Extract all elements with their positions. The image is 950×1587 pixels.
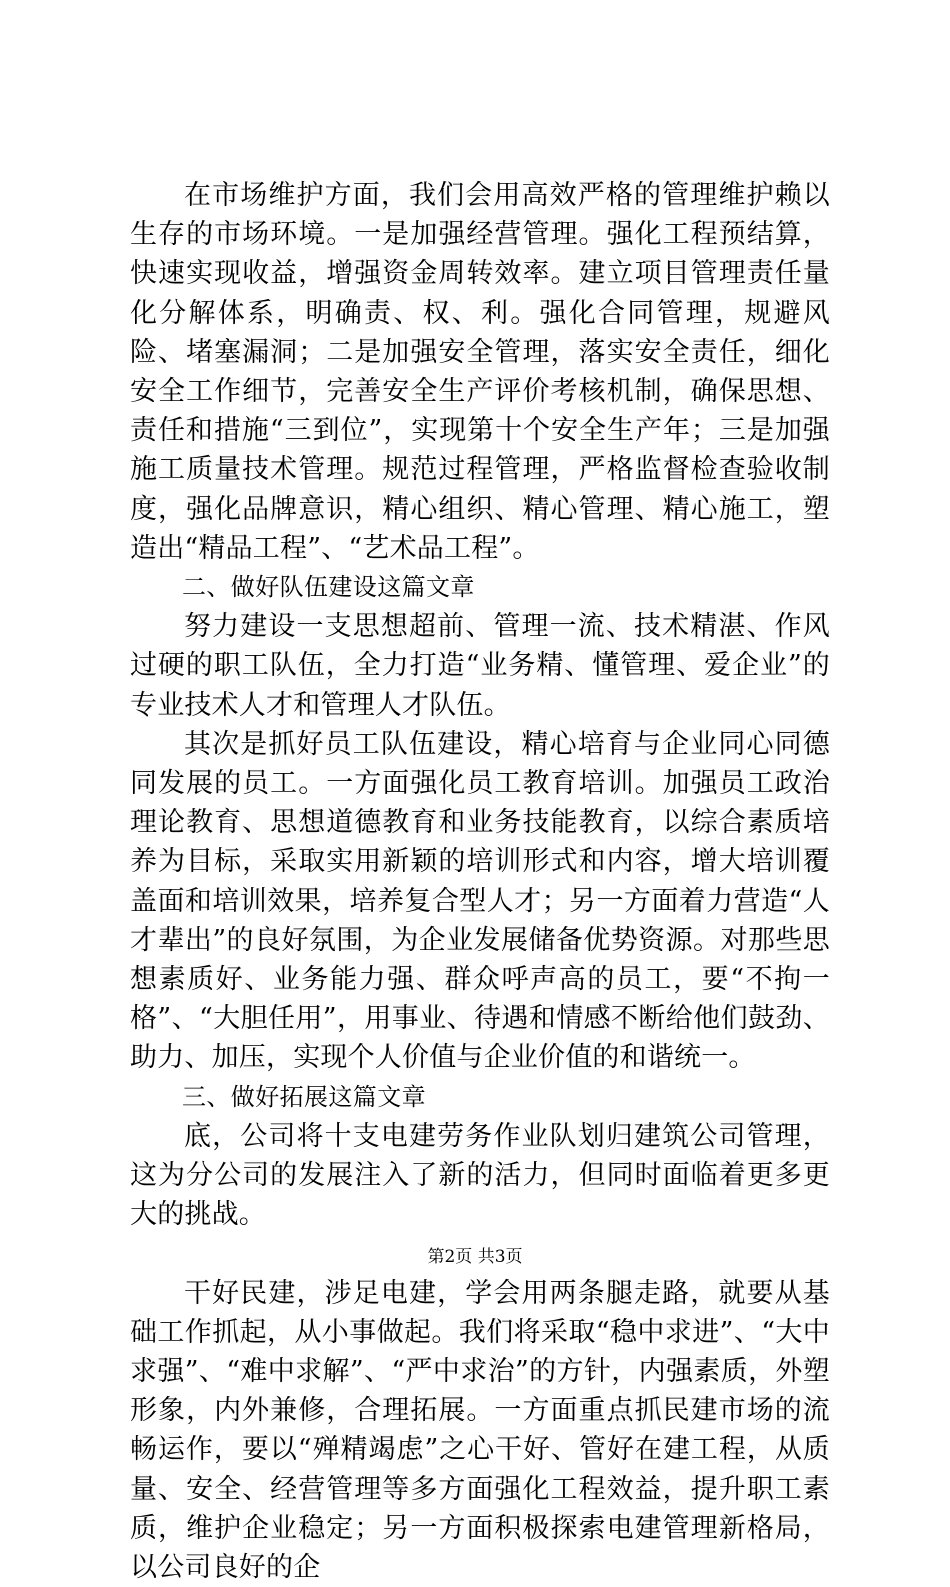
paragraph-team-goal: 努力建设一支思想超前、管理一流、技术精湛、作风过硬的职工队伍，全力打造“业务精、懂管理、爱企业”的专业技术人才和管理人才队伍。 (130, 611, 830, 721)
document-body (130, 176, 830, 1587)
section-heading-team-building: 二、做好队伍建设这篇文章 (182, 573, 475, 602)
paragraph-expansion-strategy: 干好民建，涉足电建，学会用两条腿走路，就要从基础工作抓起，从小事做起。我们将采取“稳中求进”、“大中求强”、“难中求解”、“严中求治”的方针，内强素质，外塑形象，内外兼修，合理拓展。一方面重点抓民建市场的流畅运作，要以“殚精竭虑”之心干好、管好在建工程，从质量、安全、经营管理等多方面强化工程效益，提升职工素质，维护企业稳定；另一方面积极探索电建管理新格局，以公司良好的企 (130, 1277, 830, 1584)
page-footer: 第2页 共3页 (427, 1247, 523, 1267)
paragraph-market-maintenance: 在市场维护方面，我们会用高效严格的管理维护赖以生存的市场环境。一是加强经营管理。强化工程预结算，快速实现收益，增强资金周转效率。建立项目管理责任量化分解体系，明确责、权、利。强化合同管理，规避风险、堵塞漏洞；二是加强安全管理，落实安全责任，细化安全工作细节，完善安全生产评价考核机制，确保思想、责任和措施“三到位”，实现第十个安全生产年；三是加强施工质量技术管理。规范过程管理，严格监督检查验收制度，强化品牌意识，精心组织、精心管理、精心施工，塑造出“精品工程”、“艺术品工程”。 (130, 180, 830, 564)
paragraph-staff-development: 其次是抓好员工队伍建设，精心培育与企业同心同德同发展的员工。一方面强化员工教育培训。加强员工政治理论教育、思想道德教育和业务技能教育，以综合素质培养为目标，采取实用新颖的培训形式和内容，增大培训覆盖面和培训效果，培养复合型人才；另一方面着力营造“人才辈出”的良好氛围，为企业发展储备优势资源。对那些思想素质好、业务能力强、群众呼声高的员工，要“不拘一格”、“大胆任用”，用事业、待遇和情感不断给他们鼓劲、助力、加压，实现个人价值与企业价值的和谐统一。 (130, 728, 830, 1074)
section-heading-expansion: 三、做好拓展这篇文章 (182, 1082, 426, 1111)
paragraph-expansion-intro: 底，公司将十支电建劳务作业队划归建筑公司管理，这为分公司的发展注入了新的活力，但同时面临着更多更大的挑战。 (130, 1120, 830, 1231)
